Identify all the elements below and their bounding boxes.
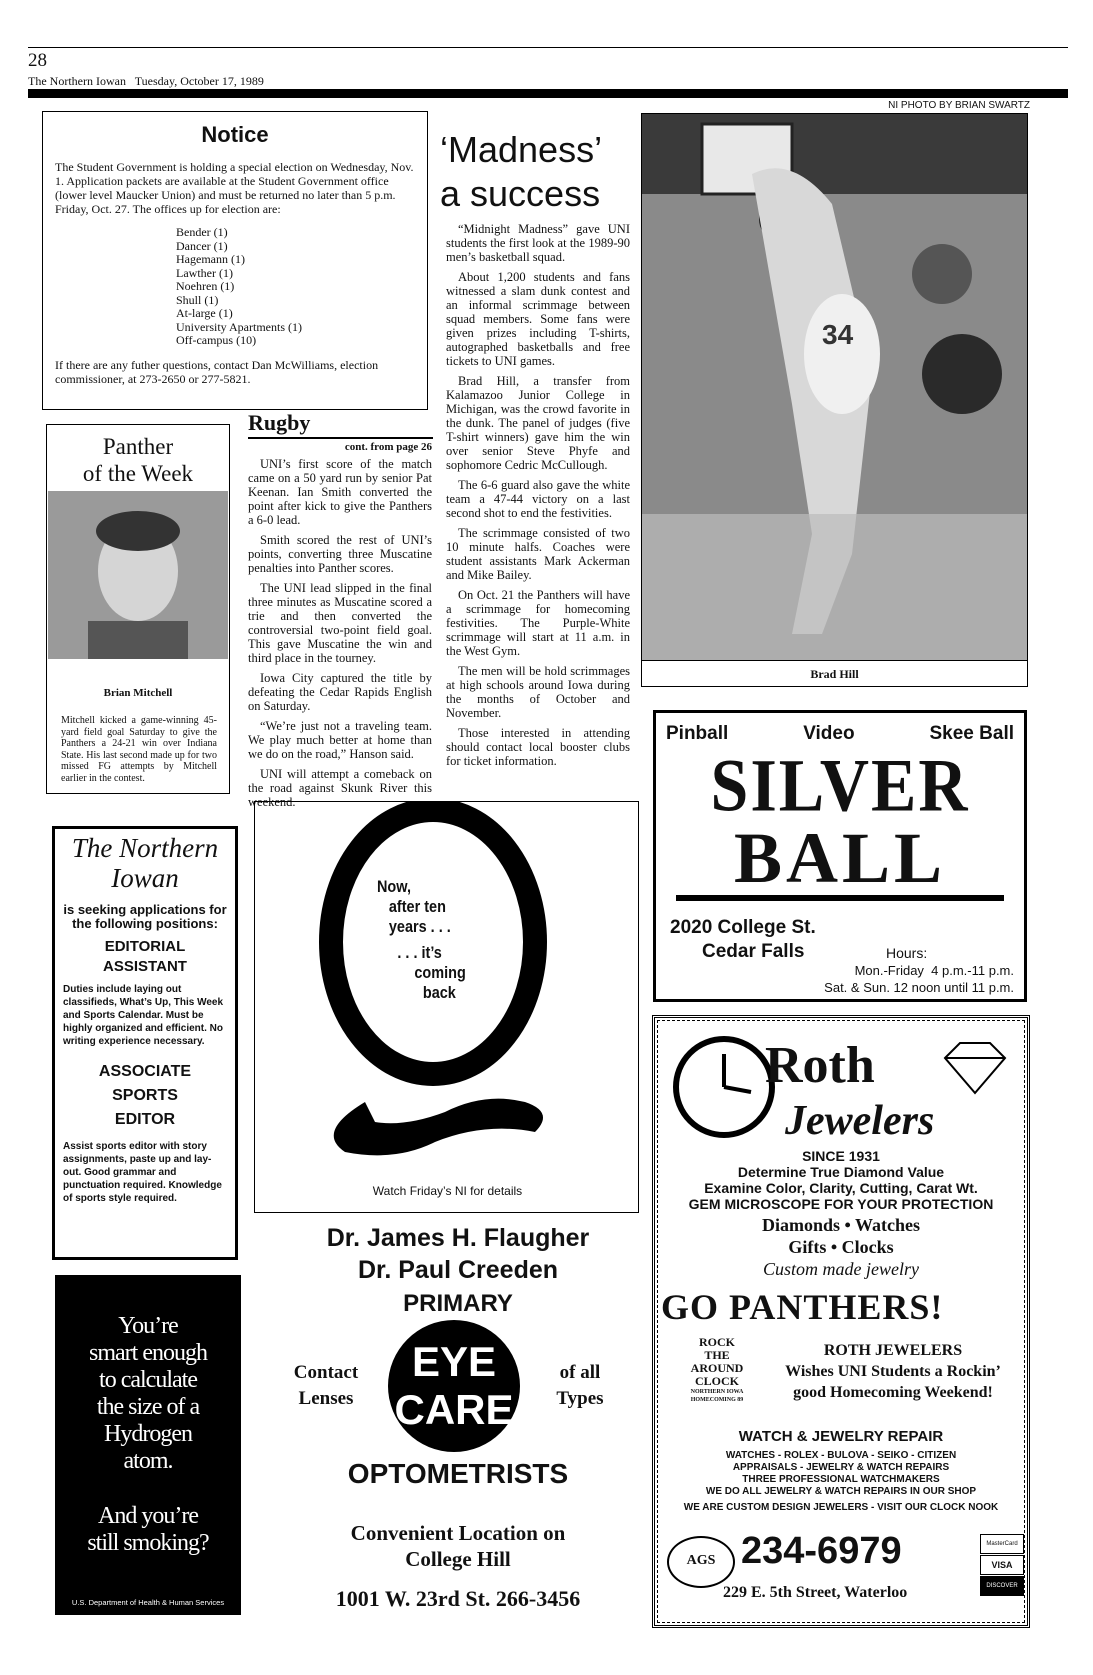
roth-line3: GEM MICROSCOPE FOR YOUR PROTECTION [688,1196,994,1212]
panther-title-line2: of the Week [82,461,194,486]
doctor-names [272,1222,644,1286]
roth-line2: Examine Color, Clarity, Cutting, Carat Wt. [704,1180,978,1196]
hours-label: Hours: [886,945,928,961]
panther-title-line1: Panther [102,434,174,459]
eye-right [530,1360,630,1412]
rugby-paragraph: The UNI lead slipped in the final three minutes as Muscatine scored a trie and then converted the controversial two-point field goal. This gave Muscatine the win and third place in the tourney. [248,581,432,665]
photo-caption-box [641,661,1028,687]
office-item: Off-campus (10) [176,333,257,347]
photo-caption: Brad Hill [810,667,859,681]
smoking-line1: You’re [118,1313,178,1339]
office-item: Shull (1) [176,292,219,307]
roth-wish [759,1340,1027,1403]
page-number: 28 [28,50,47,71]
eye-left [276,1360,376,1412]
types-label: Types [556,1388,604,1409]
q-line3: years . . . [388,917,451,936]
rugby-title: Rugby [248,410,311,435]
roth-phone: 234-6979 [741,1530,902,1572]
photo-illustration [642,114,1028,661]
smoking-line6: atom. [123,1448,173,1474]
madness-paragraph: On Oct. 21 the Panthers will have a scrimmage for homecoming festivities. The Purple-White scrimmage will start at 11 a.m. in the West Gym. [446,588,630,658]
silver-word: SILVER [710,743,970,827]
doctor2: Dr. Paul Creeden [357,1256,559,1284]
wish-line3: good Homecoming Weekend! [793,1384,993,1401]
header-rule [28,47,1068,48]
location-text [272,1520,644,1572]
q-footer: Watch Friday’s NI for details [372,1184,523,1198]
care-word: CARE [394,1386,514,1433]
ni-title [63,833,227,893]
notice-box [42,111,428,410]
smoking-line7: And you’re [98,1503,198,1529]
appraisals-line: APPRAISALS - JEWELRY & WATCH REPAIRS [732,1462,950,1473]
eye-care-ad [272,1222,644,1626]
office-item: Noehren (1) [176,279,235,293]
wish-line2: Wishes UNI Students a Rockin’ [785,1363,1001,1380]
ni-seeking: is seeking applications for the following positions: [63,902,227,931]
card-mastercard: MasterCard [980,1534,1024,1554]
rock-word: ROCK [699,1335,735,1349]
q-line1: Now, [377,877,411,896]
skeeball-label: Skee Ball [929,723,1014,744]
silverball-address: 2020 College St. [670,917,816,938]
q-line5: coming [414,963,466,982]
ni-title-line2: Iowan [111,863,179,893]
panther-title [47,425,229,487]
eye-address: 1001 W. 23rd St. 266-3456 [335,1586,581,1611]
smoking-line3: to calculate [99,1367,197,1393]
rock-logo [669,1336,765,1404]
player-portrait [48,491,228,659]
location-line2: College Hill [405,1547,511,1571]
watchmakers-line: THREE PROFESSIONAL WATCHMAKERS [742,1474,940,1485]
panther-name: Brian Mitchell [103,687,173,699]
roth-logo-word: Roth [765,1037,875,1094]
office-item: Hagemann (1) [176,252,245,266]
silverball-city: Cedar Falls [702,941,805,962]
pinball-label: Pinball [666,723,729,744]
header-bar [28,89,1068,98]
ni-title-line1: The Northern [71,833,219,863]
ni-pos1-desc: Duties include laying out classifieds, What’s Up, This Week and Sports Calendar. Must be highly organized and efficient. No writing experience necessary. [63,984,224,1047]
office-item: At-large (1) [176,306,233,320]
brands-line: WATCHES - ROLEX - BULOVA - SEIKO - CITIZEN [725,1450,957,1461]
ni-pos2-line2: SPORTS [112,1087,178,1104]
roth-products [655,1214,1027,1280]
rugby-paragraph: “We’re just not a traveling team. We play much better at home than we do on the road,” Hanson said. [248,719,432,761]
panther-photo [48,491,228,659]
primary-label: PRIMARY [403,1290,513,1317]
madness-paragraph: Those interested in attending should contact local booster clubs for ticket information. [446,726,630,768]
smoking-ad [55,1275,241,1615]
roth-address: 229 E. 5th Street, Waterloo [723,1584,908,1601]
office-item: Bender (1) [176,225,228,239]
ni-pos2-line3: EDITOR [114,1111,176,1128]
rock-clock-word: CLOCK [694,1374,739,1388]
madness-paragraph: The men will be hold scrimmages at high schools around Iowa during the months of October and November. [446,664,630,720]
jersey-number: 34 [822,319,854,350]
northern-iowan-ad [52,826,238,1260]
smoking-line2: smart enough [89,1340,207,1366]
go-panthers: GO PANTHERS! [661,1287,944,1327]
lenses-label: Lenses [298,1388,354,1409]
repair-label: WATCH & JEWELRY REPAIR [738,1428,944,1445]
ni-pos2-desc: Assist sports editor with story assignments, paste up and lay-out. Good grammar and punctuation required. Knowledge of sports style required. [63,1141,222,1204]
ni-pos1 [63,937,227,977]
rock-the-word: THE [704,1348,730,1362]
ni-pos1-line1: EDITORIAL [104,938,186,955]
madness-paragraph: About 1,200 students and fans witnessed a slam dunk contest and an informal scrimmage between squad members. Some fans were given prizes including T-shirts, autographed basketballs and free tickets to UNI games. [446,270,630,368]
madness-headline-line2: a success [440,173,601,214]
card-visa: VISA [980,1555,1024,1575]
masthead-line: The Northern Iowan Tuesday, October 17, 1989 [28,74,264,88]
roth-line6: Custom made jewelry [763,1259,919,1279]
q-text [377,877,488,1003]
q-shape-icon [255,802,640,1214]
rugby-paragraph: UNI will attempt a comeback on the road against Skunk River this weekend. [248,767,432,809]
ni-pos2-line1: ASSOCIATE [98,1063,192,1080]
hours-weekday: Mon.-Friday 4 p.m.-11 p.m. [854,963,1014,978]
repair-details [655,1450,1027,1514]
notice-closing: If there are any futher questions, contact Dan McWilliams, election commissioner, at 273-2650 or 277-5821. [55,357,379,386]
diamond-icon [935,1038,1015,1098]
smoking-line4: the size of a [96,1394,200,1420]
hours-weekend: Sat. & Sun. 12 noon until 11 p.m. [824,980,1014,995]
basketball-photo [641,113,1028,661]
clock-icon [669,1032,779,1142]
location-line1: Convenient Location on [350,1521,566,1545]
onsite-line: WE DO ALL JEWELRY & WATCH REPAIRS IN OUR SHOP [705,1486,977,1497]
q-line6: back [422,983,456,1002]
madness-headline [440,128,650,216]
video-label: Video [803,723,855,744]
silverball-top [656,713,1024,745]
photo-credit: NI PHOTO BY BRIAN SWARTZ [888,100,1030,111]
rugby-paragraph: UNI’s first score of the match came on a 50 yard run by senior Pat Keenan. Ian Smith converted the point after kick to give the Panthers a 6-0 lead. [248,457,432,527]
madness-headline-line1: ‘Madness’ [440,129,603,170]
roth-ad [652,1015,1030,1628]
q-ad [254,801,639,1213]
doctor1: Dr. James H. Flaugher [326,1224,590,1252]
smoking-text [55,1313,241,1557]
wish-line1: ROTH JEWELERS [823,1342,963,1359]
roth-info [655,1148,1027,1212]
card-discover: DISCOVER [980,1576,1024,1596]
ball-word: BALL [676,821,1004,901]
office-item: Dancer (1) [176,238,228,253]
ni-pos2 [63,1060,227,1132]
madness-paragraph: Brad Hill, a transfer from Kalamazoo Junior College in Michigan, was the crowd favorite in the dunk. The panel of judges (five T-shirt winners) gave him the win over senior Steve Phyfe and sophomore Cedric McCullough. [446,374,630,472]
eye-care-badge [388,1320,520,1452]
ags-badge: AGS [667,1536,735,1588]
roth-line5: Gifts • Clocks [788,1237,894,1257]
smoking-line5: Hydrogen [104,1421,192,1447]
rock-around-word: AROUND [690,1361,744,1375]
smoking-credit: U.S. Department of Health & Human Services [71,1598,225,1607]
madness-paragraph: The scrimmage consisted of two 10 minute halfs. Coaches were student assistants Mark Ackerman and Mike Bailey. [446,526,630,582]
rugby-paragraph: Iowa City captured the title by defeating the Cedar Rapids English on Saturday. [248,671,432,713]
q-line2: after ten [388,897,446,916]
notice-title: Notice [201,122,269,147]
of-all-label: of all [559,1362,601,1383]
madness-body [446,222,630,774]
jewelers-logo-word: Jewelers [785,1098,935,1144]
eye-word: EYE [411,1338,497,1385]
panther-text: Mitchell kicked a game-winning 45-yard field goal Saturday to give the Panthers a 24-21 win over Indiana State. His last second made up for two missed FG attempts by Mitchell earlier in the contest. [61,715,217,784]
offices-list [176,226,415,348]
office-item: Lawther (1) [176,265,233,280]
q-line4: . . . it’s [397,943,442,962]
roth-line1: Determine True Diamond Value [737,1164,945,1180]
contact-label: Contact [293,1362,359,1383]
smoking-line8: still smoking? [87,1530,209,1556]
optometrists-label: OPTOMETRISTS [347,1458,569,1489]
notice-intro: The Student Government is holding a special election on Wednesday, Nov. 1. Application packets are available at the Student Government office (lower level Maucker Union) and must be returned no later than 5 p.m. Friday, Oct. 27. The offices up for election are: [55,160,414,216]
ni-pos1-line2: ASSISTANT [103,958,187,975]
since-label: SINCE 1931 [802,1148,880,1164]
rugby-cont: cont. from page 26 [344,441,432,453]
silverball-ad [653,710,1027,1002]
custom-line: WE ARE CUSTOM DESIGN JEWELERS - VISIT OUR CLOCK NOOK [683,1502,999,1513]
rugby-body [248,457,432,815]
madness-paragraph: The 6-6 guard also gave the white team a 47-44 victory on a last second shot to end the festivities. [446,478,630,520]
panther-box [46,424,230,794]
rugby-paragraph: Smith scored the rest of UNI’s points, converting three Muscatine penalties into Panther scores. [248,533,432,575]
rugby-rule [248,437,433,439]
homecoming-arc: NORTHERN IOWA HOMECOMING 89 [690,1389,744,1403]
madness-paragraph: “Midnight Madness” gave UNI students the first look at the 1989-90 men’s basketball squad. [446,222,630,264]
office-item: University Apartments (1) [176,319,302,334]
roth-line4: Diamonds • Watches [762,1215,920,1235]
